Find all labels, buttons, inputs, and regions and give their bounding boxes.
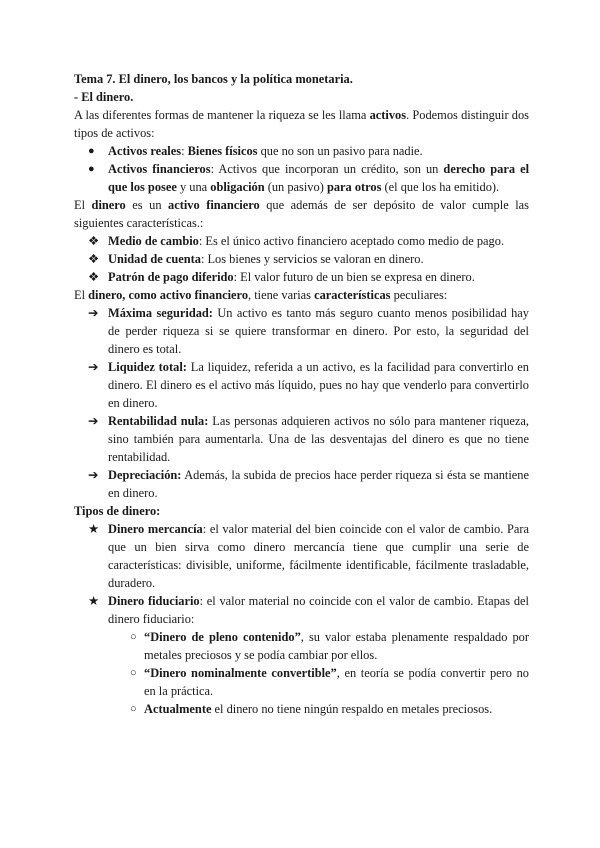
money-function-item: ❖ Medio de cambio: Es el único activo financiero aceptado como medio de pago. <box>88 234 505 248</box>
money-characteristic-item: ➔ Máxima seguridad: Un activo es tanto más seguro cuanto menos posibilidad hay de perder riqueza si se quiere transformar en dinero. Por esto, la seguridad del dinero es total. <box>88 306 529 356</box>
page-title: Tema 7. El dinero, los bancos y la política monetaria. <box>74 72 353 86</box>
intro-paragraph: A las diferentes formas de mantener la riqueza se les llama activos. Podemos distinguir dos tipos de activos: <box>74 108 530 140</box>
diamond-bullet-icon: ❖ <box>88 270 100 284</box>
money-function-item: ❖ Patrón de pago diferido: El valor futuro de un bien se expresa en dinero. <box>88 270 475 284</box>
fiat-stage-item: ○ Actualmente el dinero no tiene ningún respaldo en metales preciosos. <box>130 702 493 716</box>
arrow-bullet-icon: ➔ <box>88 306 99 320</box>
circle-bullet-icon: ○ <box>130 667 137 679</box>
money-definition-paragraph: El dinero es un activo financiero que además de ser depósito de valor cumple las siguientes características.: <box>74 198 529 230</box>
bullet-dot-icon: ● <box>88 145 95 157</box>
money-characteristic-item: ➔ Liquidez total: La liquidez, referida a un activo, es la facilidad para convertirlo en dinero. El dinero es el activo más líquido, pues no hay que venderlo para convertirlo en dinero. <box>88 360 529 410</box>
section-heading-money: - El dinero. <box>74 90 134 104</box>
money-characteristic-item: ➔ Rentabilidad nula: Las personas adquieren activos no sólo para mantener riqueza, sino también para aumentarla. Una de las desventajas del dinero es que no tiene rentabilidad. <box>88 414 529 464</box>
star-bullet-icon: ★ <box>88 594 100 608</box>
asset-type-item: ● Activos reales: Bienes físicos que no son un pasivo para nadie. <box>88 144 423 158</box>
fiat-stage-item: ○ “Dinero de pleno contenido”, su valor estaba plenamente respaldado por metales preciosos y se podía cambiar por ellos. <box>130 630 529 662</box>
arrow-bullet-icon: ➔ <box>88 414 99 428</box>
section-heading-money-types: Tipos de dinero: <box>74 504 161 518</box>
circle-bullet-icon: ○ <box>130 703 137 715</box>
document-body <box>74 70 529 718</box>
circle-bullet-icon: ○ <box>130 631 137 643</box>
money-function-item: ❖ Unidad de cuenta: Los bienes y servicios se valoran en dinero. <box>88 252 424 266</box>
asset-type-item: ● Activos financieros: Activos que incorporan un crédito, son un derecho para el que los posee y una obligación (un pasivo) para otros (el que los ha emitido). <box>88 162 530 194</box>
diamond-bullet-icon: ❖ <box>88 252 100 266</box>
money-characteristic-item: ➔ Depreciación: Además, la subida de precios hace perder riqueza si ésta se mantiene en dinero. <box>88 468 529 500</box>
star-bullet-icon: ★ <box>88 522 100 536</box>
money-characteristics-intro: El dinero, como activo financiero, tiene varias características peculiares: <box>74 288 448 302</box>
money-type-item: ★ Dinero mercancía: el valor material del bien coincide con el valor de cambio. Para que un bien sirva como dinero mercancía tiene que cumplir una serie de características: divisible, uniforme, fácilmente identificable, fácilmente trasladable, duradero. <box>88 522 529 590</box>
money-type-item: ★ Dinero fiduciario: el valor material no coincide con el valor de cambio. Etapas del dinero fiduciario: <box>88 594 529 626</box>
arrow-bullet-icon: ➔ <box>88 468 99 482</box>
diamond-bullet-icon: ❖ <box>88 234 100 248</box>
bullet-dot-icon: ● <box>88 163 95 175</box>
fiat-stage-item: ○ “Dinero nominalmente convertible”, en teoría se podía convertir pero no en la práctica. <box>130 666 529 698</box>
arrow-bullet-icon: ➔ <box>88 360 99 374</box>
